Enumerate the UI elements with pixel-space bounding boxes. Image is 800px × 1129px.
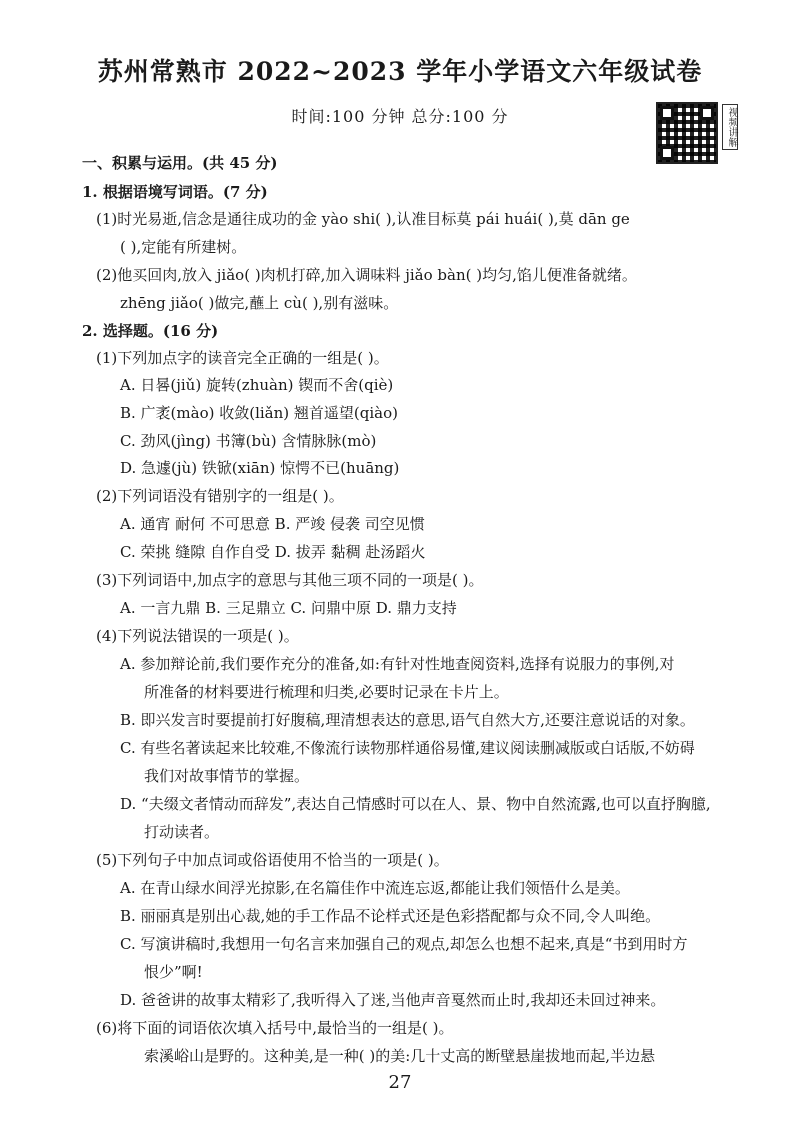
qr-finder-icon	[660, 106, 674, 120]
question-line: C. 荣挑 缝隙 自作自受 D. 拔弄 黏稠 赴汤蹈火	[120, 543, 426, 561]
question-line: (6)将下面的词语依次填入括号中,最恰当的一组是( )。	[96, 1019, 454, 1037]
exam-title: 苏州常熟市 2022~2023 学年小学语文六年级试卷	[97, 57, 703, 86]
question-line: (1)时光易逝,信念是通往成功的金 yào shi( ),认准目标莫 pái huái( ),莫 dān ge	[96, 210, 630, 228]
question-line: 我们对故事情节的掌握。	[144, 767, 310, 785]
question-line: D. 急遽(jù) 铁锨(xiān) 惊愕不已(huāng)	[120, 459, 400, 477]
question-line: A. 在青山绿水间浮光掠影,在名篇佳作中流连忘返,都能让我们领悟什么是美。	[120, 879, 630, 897]
section-heading: 2. 选择题。(16 分)	[82, 322, 219, 340]
question-line: 恨少”啊!	[144, 963, 203, 981]
section-heading: 一、积累与运用。(共 45 分)	[82, 154, 278, 172]
qr-finder-icon	[660, 146, 674, 160]
question-line: zhēng jiǎo( )做完,蘸上 cù( ),别有滋味。	[120, 294, 399, 312]
question-line: (2)下列词语没有错别字的一组是( )。	[96, 487, 344, 505]
question-line: (3)下列词语中,加点字的意思与其他三项不同的一项是( )。	[96, 571, 484, 589]
question-line: (4)下列说法错误的一项是( )。	[96, 627, 299, 645]
exam-subtitle: 时间:100 分钟 总分:100 分	[291, 107, 509, 126]
question-line: C. 有些名著读起来比较难,不像流行读物那样通俗易懂,建议阅读删减版或白话版,不妨碍	[120, 739, 695, 757]
question-line: B. 丽丽真是别出心裁,她的手工作品不论样式还是色彩搭配都与众不同,令人叫绝。	[120, 907, 661, 925]
question-line: A. 通宵 耐何 不可思意 B. 严竣 侵袭 司空见惯	[120, 515, 425, 533]
question-line: C. 写演讲稿时,我想用一句名言来加强自己的观点,却怎么也想不起来,真是“书到用时方	[120, 935, 688, 953]
question-line: 打动读者。	[144, 823, 220, 841]
question-line: C. 劲风(jìng) 书簿(bù) 含情脉脉(mò)	[120, 432, 377, 450]
question-line: A. 一言九鼎 B. 三足鼎立 C. 问鼎中原 D. 鼎力支持	[120, 599, 457, 617]
question-line: A. 参加辩论前,我们要作充分的准备,如:有针对性地查阅资料,选择有说服力的事例,对	[120, 655, 675, 673]
qr-finder-icon	[700, 106, 714, 120]
question-line: 索溪峪山是野的。这种美,是一种( )的美:几十丈高的断壁悬崖拔地而起,半边悬	[144, 1047, 656, 1065]
qr-label: 视频讲解	[722, 104, 738, 150]
question-line: D. “夫缀文者情动而辞发”,表达自己情感时可以在人、景、物中自然流露,也可以直抒胸臆,	[120, 795, 711, 813]
section-heading: 1. 根据语境写词语。(7 分)	[82, 183, 268, 201]
question-line: (5)下列句子中加点词或俗语使用不恰当的一项是( )。	[96, 851, 449, 869]
question-line: B. 广袤(mào) 收敛(liǎn) 翘首遥望(qiào)	[120, 404, 398, 422]
question-line: A. 日晷(jiǔ) 旋转(zhuàn) 锲而不舍(qiè)	[120, 376, 394, 394]
question-line: (1)下列加点字的读音完全正确的一组是( )。	[96, 349, 389, 367]
question-line: 所准备的材料要进行梳理和归类,必要时记录在卡片上。	[144, 683, 509, 701]
question-line: D. 爸爸讲的故事太精彩了,我听得入了迷,当他声音戛然而止时,我却还未回过神来。	[120, 991, 666, 1009]
question-line: ( ),定能有所建树。	[120, 238, 247, 256]
qr-code-icon[interactable]	[656, 102, 718, 164]
question-line: B. 即兴发言时要提前打好腹稿,理清想表达的意思,语气自然大方,还要注意说话的对象。	[120, 711, 695, 729]
question-line: (2)他买回肉,放入 jiǎo( )肉机打碎,加入调味料 jiǎo bàn( )均匀,馅儿便准备就绪。	[96, 266, 637, 284]
page-number: 27	[388, 1072, 412, 1093]
